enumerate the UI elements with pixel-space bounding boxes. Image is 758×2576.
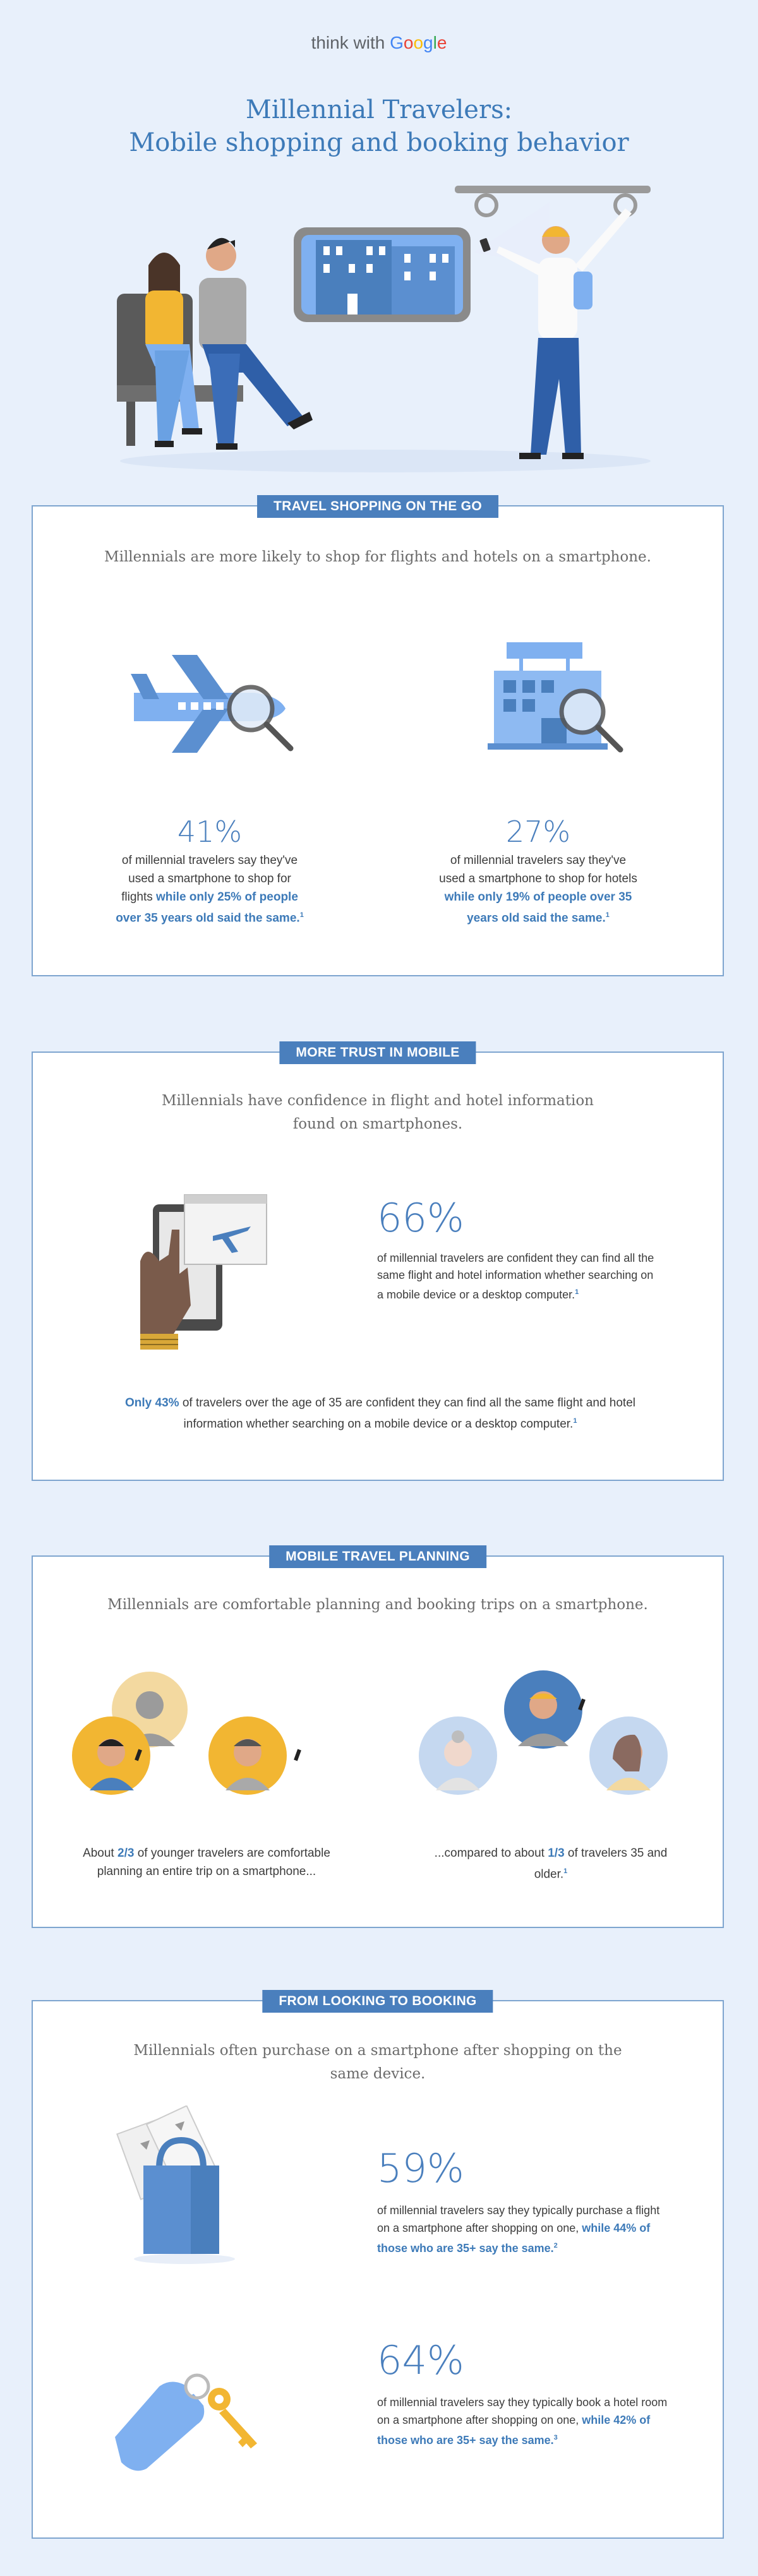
stat-highlight: while 44% of those who are 35+ say the same. <box>377 2222 651 2255</box>
stat-post-text: of travelers 35 and older. <box>534 1847 668 1881</box>
brand-google-g: G <box>390 33 404 52</box>
section-lead: Millennials are more likely to shop for flights and hotels on a smartphone. <box>104 549 651 565</box>
stat-highlight: 1/3 <box>548 1847 565 1860</box>
stat-hotel-booking <box>377 2337 674 2449</box>
stat-highlight: 2/3 <box>117 1847 135 1860</box>
stat-text: of millennial travelers say they typically purchase a flight on a smartphone after shopping on one, <box>377 2204 660 2234</box>
stat-highlight: while only 25% of people over 35 years old said the same. <box>116 890 300 925</box>
stat-confidence <box>377 1195 655 1303</box>
section-label: FROM LOOKING TO BOOKING <box>262 1990 493 2013</box>
section-footer-note <box>115 1394 646 1433</box>
section-lead-line1: Millennials have confidence in flight and hotel information <box>162 1093 594 1109</box>
plane-search-icon <box>128 649 304 756</box>
brand-google-o2: o <box>413 33 424 52</box>
stat-flights <box>115 815 304 927</box>
brand-google-o1: o <box>403 33 414 52</box>
brand-think-text: think with <box>311 33 390 52</box>
footnote: 3 <box>553 2434 558 2441</box>
stat-percent: 41% <box>177 815 243 849</box>
section-label: TRAVEL SHOPPING ON THE GO <box>257 495 498 518</box>
section-looking-to-booking <box>32 1994 724 2539</box>
older-travelers-icon <box>417 1670 689 1797</box>
section-lead-line2: found on smartphones. <box>292 1116 463 1132</box>
footnote: 1 <box>563 1867 568 1875</box>
hero-travelers-illustration <box>95 177 676 474</box>
footer-highlight: Only 43% <box>125 1396 179 1410</box>
stat-text: of millennial travelers say they typically book a hotel room on a smartphone after shopping on one, <box>377 2396 668 2426</box>
page-title-line1: Millennial Travelers: <box>245 95 513 124</box>
young-travelers-icon <box>71 1670 342 1797</box>
stat-text: of millennial travelers say they've used a smartphone to shop for flights <box>121 854 298 904</box>
stat-older <box>424 1844 677 1883</box>
hotel-key-icon <box>102 2349 292 2475</box>
stat-percent: 27% <box>505 815 571 849</box>
stat-pre-text: About <box>83 1847 117 1860</box>
footnote: 1 <box>299 911 304 919</box>
stat-text: of millennial travelers say they've used a smartphone to shop for hotels <box>439 854 637 885</box>
section-lead-line1: Millennials often purchase on a smartphone after shopping on the <box>133 2042 622 2059</box>
hotel-search-icon <box>481 642 646 756</box>
section-lead-line2: same device. <box>330 2066 426 2082</box>
stat-percent: 59% <box>377 2145 464 2191</box>
section-travel-planning <box>32 1549 724 1928</box>
section-trust-mobile <box>32 1045 724 1481</box>
brand-google-g2: g <box>423 33 433 52</box>
stat-younger <box>68 1844 346 1881</box>
stat-hotels <box>437 815 639 927</box>
section-label: MORE TRUST IN MOBILE <box>279 1041 476 1064</box>
footnote: 1 <box>575 1288 579 1296</box>
footnote: 1 <box>605 911 610 919</box>
stat-highlight: while only 19% of people over 35 years old said the same. <box>444 890 632 925</box>
brand-google-e: e <box>436 33 447 52</box>
section-lead <box>33 2039 723 2086</box>
section-label: MOBILE TRAVEL PLANNING <box>269 1545 486 1568</box>
stat-text: of millennial travelers are confident they can find all the same flight and hotel information whether searching on a mobile device or a desktop computer. <box>377 1252 654 1301</box>
stat-percent: 66% <box>377 1195 464 1241</box>
stat-highlight: while 42% of those who are 35+ say the same. <box>377 2414 651 2447</box>
stat-percent: 64% <box>377 2337 464 2383</box>
shopping-bag-tickets-icon <box>115 2106 286 2270</box>
page-title <box>0 93 758 159</box>
stat-flight-purchase <box>377 2145 674 2257</box>
footnote: 1 <box>573 1417 577 1425</box>
brand-logo <box>0 33 758 53</box>
stat-pre-text: ...compared to about <box>434 1847 548 1860</box>
footnote: 2 <box>553 2242 558 2250</box>
section-lead: Millennials are comfortable planning and booking trips on a smartphone. <box>107 1597 648 1613</box>
brand-google-l: l <box>433 33 437 52</box>
section-lead <box>33 1089 723 1136</box>
phone-hand-plane-icon <box>134 1192 304 1350</box>
stat-post-text: of younger travelers are comfortable planning an entire trip on a smartphone... <box>97 1847 330 1878</box>
footer-text: of travelers over the age of 35 are confident they can find all the same flight and hotel information whether searching on a mobile device or a desktop computer. <box>179 1396 635 1431</box>
page-title-line2: Mobile shopping and booking behavior <box>129 128 629 157</box>
section-travel-shopping <box>32 499 724 976</box>
